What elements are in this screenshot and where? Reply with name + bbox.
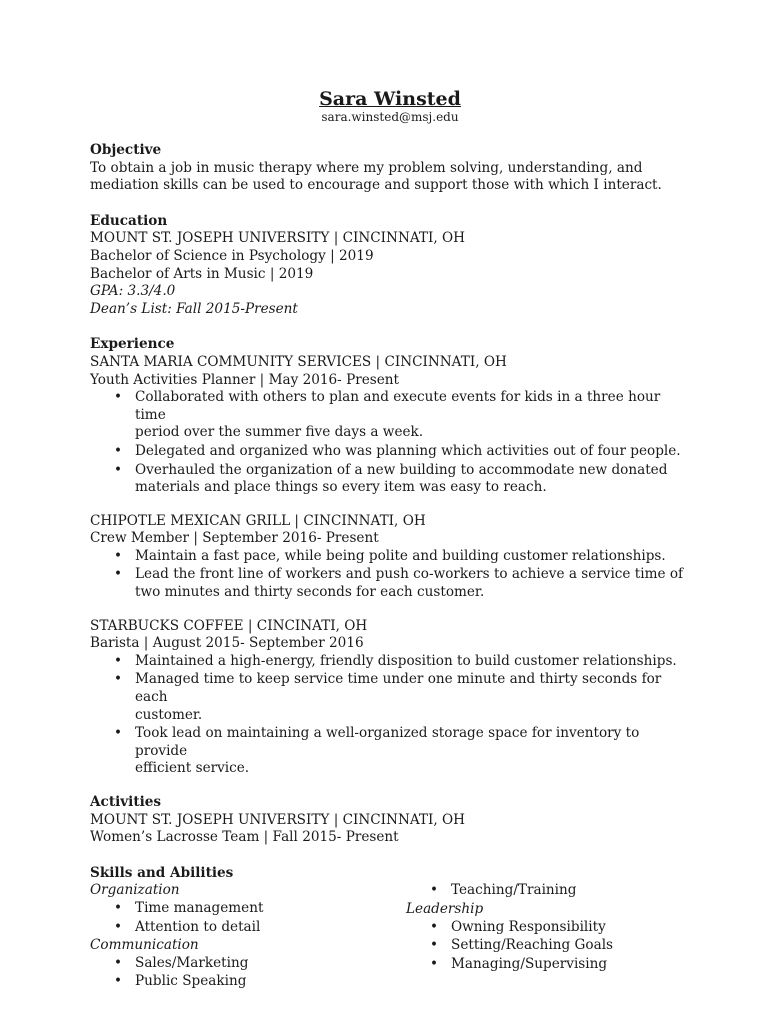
skill-item: • Managing/Supervising	[406, 956, 690, 974]
activities-section	[90, 794, 690, 847]
objective-section	[90, 142, 690, 195]
job-bullets	[90, 653, 690, 778]
resume-name: Sara Winsted	[319, 88, 461, 110]
experience-section	[90, 336, 690, 778]
bullet-item: • Maintain a fast pace, while being polite and building customer relationships.	[90, 548, 690, 566]
activity-role: Women’s Lacrosse Team | Fall 2015- Present	[90, 829, 399, 846]
skill-item: • Teaching/Training	[406, 882, 690, 900]
education-degree: Bachelor of Science in Psychology | 2019	[90, 247, 374, 264]
job-entry	[90, 618, 690, 778]
skill-item: • Sales/Marketing	[90, 955, 406, 973]
section-title: Experience	[90, 336, 175, 353]
job-role: Crew Member | September 2016- Present	[90, 530, 379, 547]
job-entry	[90, 513, 690, 602]
education-school: MOUNT ST. JOSEPH UNIVERSITY | CINCINNATI, OH	[90, 230, 465, 247]
job-employer: CHIPOTLE MEXICAN GRILL | CINCINNATI, OH	[90, 512, 426, 529]
job-employer: SANTA MARIA COMMUNITY SERVICES | CINCINNATI, OH	[90, 353, 507, 370]
skill-item: • Time management	[90, 900, 406, 918]
skill-category: Leadership	[406, 900, 484, 917]
job-entry	[90, 354, 690, 497]
skill-item: • Owning Responsibility	[406, 919, 690, 937]
bullet-item: • Maintained a high-energy, friendly disposition to build customer relationships.	[90, 653, 690, 671]
job-bullets	[90, 389, 690, 497]
education-gpa: GPA: 3.3/4.0	[90, 283, 176, 300]
section-title: Education	[90, 212, 168, 229]
bullet-item: • Lead the front line of workers and push co-workers to achieve a service time of two minutes and thirty seconds for each customer.	[90, 566, 690, 601]
resume-page	[90, 88, 690, 992]
skill-item: • Public Speaking	[90, 973, 406, 991]
skills-section	[90, 865, 690, 992]
resume-email: sara.winsted@msj.edu	[321, 110, 459, 124]
skill-category: Communication	[90, 937, 199, 954]
activity-org: MOUNT ST. JOSEPH UNIVERSITY | CINCINNATI, OH	[90, 811, 465, 828]
bullet-item: • Collaborated with others to plan and execute events for kids in a three hour time period over the summer five days a week.	[90, 389, 690, 442]
section-title: Skills and Abilities	[90, 864, 234, 881]
bullet-item: • Overhauled the organization of a new building to accommodate new donated materials and place things so every item was easy to reach.	[90, 462, 690, 497]
skill-category: Organization	[90, 882, 180, 899]
skills-right-column	[406, 882, 690, 992]
bullet-item: • Managed time to keep service time under one minute and thirty seconds for each customer.	[90, 671, 690, 724]
job-role: Barista | August 2015- September 2016	[90, 635, 364, 652]
section-title: Objective	[90, 142, 162, 158]
education-degree: Bachelor of Arts in Music | 2019	[90, 265, 314, 282]
section-title: Activities	[90, 794, 162, 810]
bullet-item: • Delegated and organized who was planning which activities out of four people.	[90, 443, 690, 461]
education-deans-list: Dean’s List: Fall 2015-Present	[90, 300, 298, 317]
job-employer: STARBUCKS COFFEE | CINCINATI, OH	[90, 617, 368, 634]
objective-text: mediation skills can be used to encourage and support those with which I interact.	[90, 177, 662, 194]
skills-left-column	[90, 882, 406, 992]
bullet-item: • Took lead on maintaining a well-organized storage space for inventory to provide efficient service.	[90, 725, 690, 778]
job-role: Youth Activities Planner | May 2016- Present	[90, 371, 400, 388]
skill-item: • Setting/Reaching Goals	[406, 937, 690, 955]
education-section	[90, 213, 690, 319]
job-bullets	[90, 548, 690, 602]
objective-text: To obtain a job in music therapy where my problem solving, understanding, and	[90, 159, 643, 176]
skill-item: • Attention to detail	[90, 919, 406, 937]
